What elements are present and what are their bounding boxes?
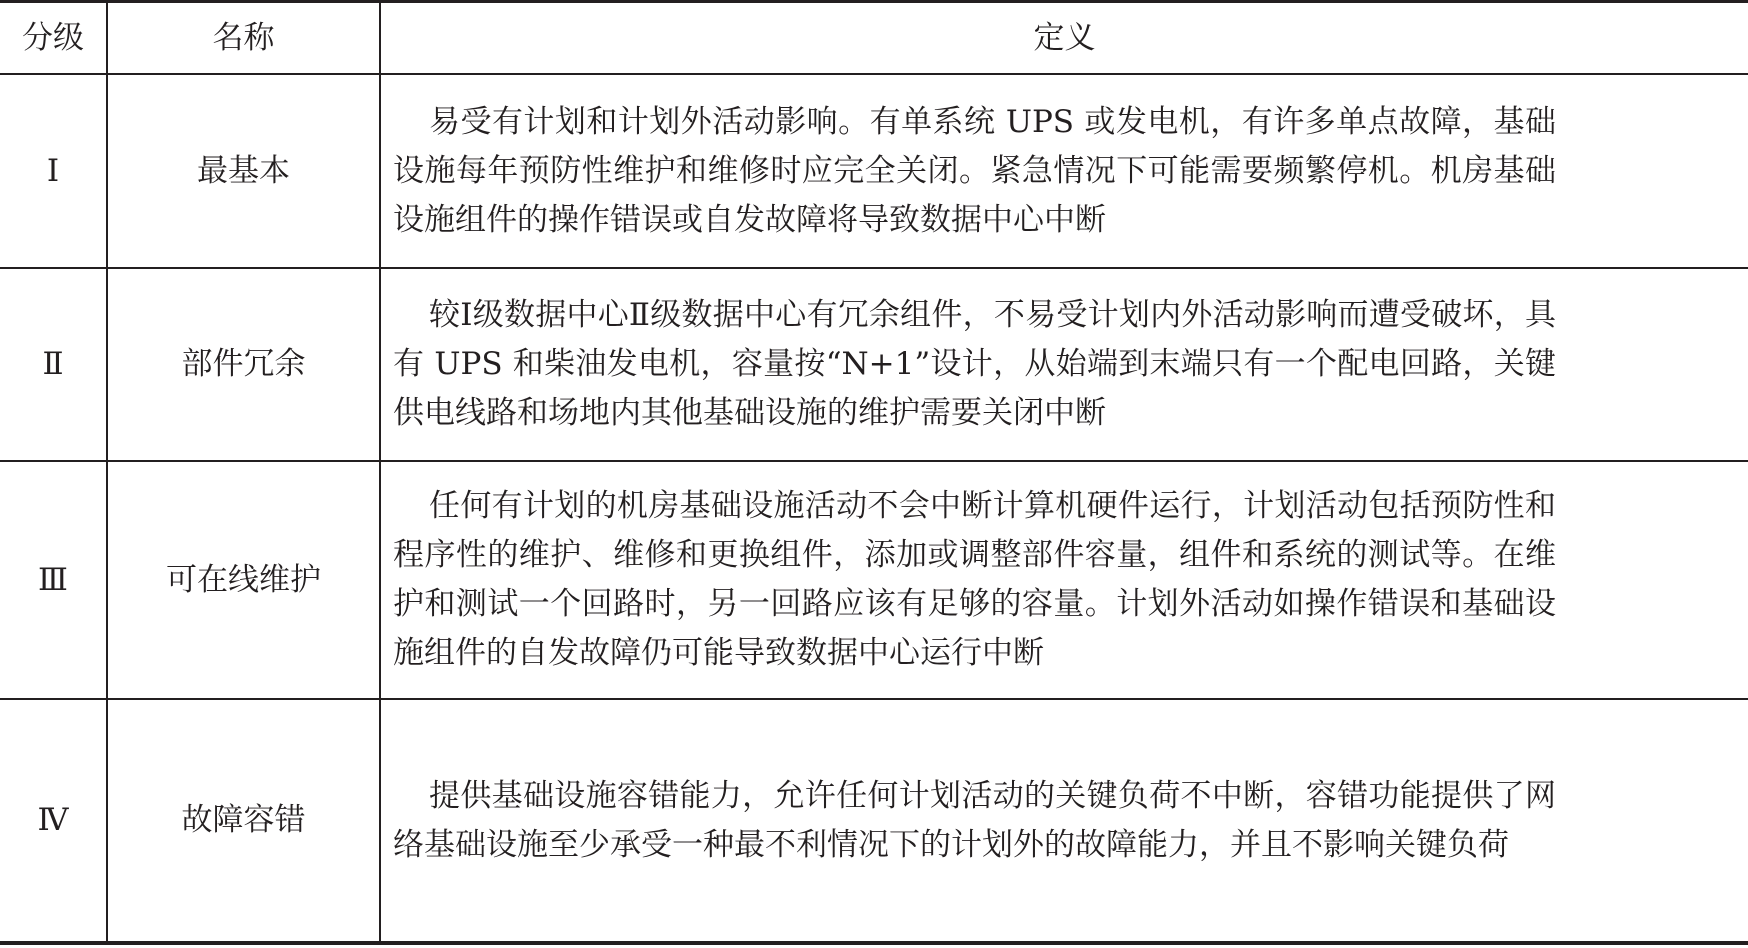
row-definition	[393, 462, 1556, 698]
row-definition-text: 易受有计划和计划外活动影响。有单系统 UPS 或发电机，有许多单点故障，基础设施每年预防性维护和维修时应完全关闭。紧急情况下可能需要频繁停机。机房基础设施组件的操作错误或自发故障将导致数据中心中断	[393, 103, 1556, 238]
row-level: Ⅳ	[37, 802, 69, 838]
row-name: 可在线维护	[166, 561, 321, 598]
row-name: 部件冗余	[181, 346, 306, 382]
row-name: 最基本	[197, 152, 290, 189]
row-name: 故障容错	[181, 802, 306, 838]
row-definition-text: 提供基础设施容错能力，允许任何计划活动的关键负荷不中断，容错功能提供了网络基础设施至少承受一种最不利情况下的计划外的故障能力，并且不影响关键负荷	[393, 777, 1556, 863]
header-name: 名称	[212, 19, 275, 56]
row-definition-text: 任何有计划的机房基础设施活动不会中断计算机硬件运行，计划活动包括预防性和程序性的维护、维修和更换组件，添加或调整部件容量，组件和系统的测试等。在维护和测试一个回路时，另一回路应该有足够的容量。计划外活动如操作错误和基础设施组件的自发故障仍可能导致数据中心运行中断	[393, 488, 1556, 671]
row-definition	[393, 700, 1556, 941]
header-level: 分级	[22, 19, 84, 56]
row-level: Ⅱ	[42, 346, 64, 382]
column-divider	[379, 3, 381, 941]
row-definition	[393, 75, 1556, 267]
row-level: Ⅲ	[38, 561, 68, 598]
row-level: Ⅰ	[46, 152, 60, 189]
row-definition-text: 较Ⅰ级数据中心Ⅱ级数据中心有冗余组件，不易受计划内外活动影响而遭受破坏，具有 UPS 和柴油发电机，容量按“N+1”设计，从始端到末端只有一个配电回路，关键供电线路和场地内其他基础设施的维护需要关闭中断	[393, 297, 1556, 431]
row-definition	[393, 269, 1556, 460]
table-bottom-rule	[0, 941, 1748, 945]
header-definition: 定义	[1033, 19, 1096, 56]
